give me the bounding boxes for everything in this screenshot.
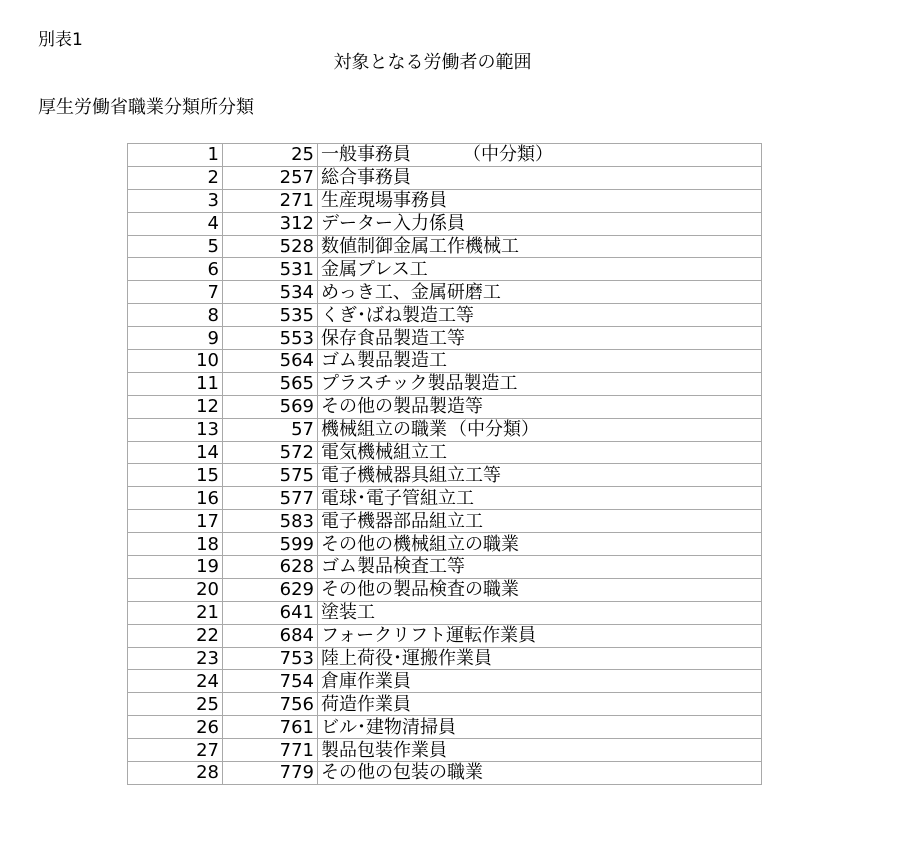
- appendix-label: 別表1: [38, 30, 83, 50]
- classification-code-cell: 641: [223, 601, 318, 624]
- classification-code-cell: 583: [223, 510, 318, 533]
- classification-code-cell: 25: [223, 144, 318, 167]
- occupation-name: 金属プレス工: [321, 258, 428, 280]
- row-number-cell: 28: [128, 762, 223, 785]
- row-number-cell: 13: [128, 418, 223, 441]
- classification-code-cell: 534: [223, 281, 318, 304]
- occupation-name: 機械組立の職業: [321, 419, 447, 441]
- row-number-cell: 16: [128, 487, 223, 510]
- row-number-cell: 22: [128, 624, 223, 647]
- row-number-cell: 3: [128, 189, 223, 212]
- row-number-cell: 12: [128, 395, 223, 418]
- occupation-name-cell: [318, 739, 762, 762]
- occupation-name-cell: [318, 510, 762, 533]
- table-row: [128, 418, 762, 441]
- table-row: [128, 350, 762, 373]
- row-number-cell: 23: [128, 647, 223, 670]
- occupation-name: 電子機器部品組立工: [321, 510, 483, 532]
- occupation-name-cell: [318, 762, 762, 785]
- classification-code-cell: 569: [223, 395, 318, 418]
- row-number-cell: 8: [128, 304, 223, 327]
- occupation-name: ゴム製品検査工等: [321, 556, 465, 578]
- occupation-name-cell: [318, 601, 762, 624]
- classification-code-cell: 312: [223, 212, 318, 235]
- occupation-name: ゴム製品製造工: [321, 350, 447, 372]
- occupation-name-cell: [318, 281, 762, 304]
- occupation-name-cell: [318, 144, 762, 167]
- occupation-name-cell: [318, 670, 762, 693]
- row-number-cell: 25: [128, 693, 223, 716]
- table-row: [128, 304, 762, 327]
- occupation-name-cell: [318, 235, 762, 258]
- classification-code-cell: 761: [223, 716, 318, 739]
- table-row: [128, 372, 762, 395]
- table-row: [128, 693, 762, 716]
- row-number-cell: 24: [128, 670, 223, 693]
- occupation-name: その他の包装の職業: [321, 762, 483, 784]
- occupation-name-cell: [318, 212, 762, 235]
- table-row: [128, 578, 762, 601]
- classification-code-cell: 599: [223, 533, 318, 556]
- table-row: [128, 739, 762, 762]
- table-body: [128, 144, 762, 785]
- classification-code-cell: 572: [223, 441, 318, 464]
- occupation-name: 塗装工: [321, 602, 375, 624]
- row-number-cell: 19: [128, 556, 223, 579]
- row-number-cell: 5: [128, 235, 223, 258]
- table-row: [128, 327, 762, 350]
- table-row: [128, 601, 762, 624]
- classification-code-cell: 528: [223, 235, 318, 258]
- table-row: [128, 670, 762, 693]
- document-title: [0, 52, 899, 74]
- row-number-cell: 18: [128, 533, 223, 556]
- row-number-cell: 9: [128, 327, 223, 350]
- table-row: [128, 533, 762, 556]
- row-number-cell: 26: [128, 716, 223, 739]
- occupation-name: データー入力係員: [321, 213, 465, 235]
- table-row: [128, 624, 762, 647]
- row-number-cell: 20: [128, 578, 223, 601]
- occupation-name-cell: [318, 418, 762, 441]
- classification-code-cell: 57: [223, 418, 318, 441]
- classification-level-note: （中分類）: [449, 419, 539, 441]
- classification-code-cell: 684: [223, 624, 318, 647]
- occupation-name-cell: [318, 304, 762, 327]
- row-number-cell: 15: [128, 464, 223, 487]
- occupation-name-cell: [318, 578, 762, 601]
- classification-code-cell: 629: [223, 578, 318, 601]
- occupation-name-cell: [318, 189, 762, 212]
- table-row: [128, 144, 762, 167]
- occupation-name: その他の製品検査の職業: [321, 579, 519, 601]
- classification-code-cell: 553: [223, 327, 318, 350]
- row-number-cell: 14: [128, 441, 223, 464]
- table-row: [128, 235, 762, 258]
- occupation-name-cell: [318, 556, 762, 579]
- row-number-cell: 17: [128, 510, 223, 533]
- occupation-name-cell: [318, 533, 762, 556]
- classification-code-cell: 531: [223, 258, 318, 281]
- occupation-name-cell: [318, 441, 762, 464]
- table-row: [128, 487, 762, 510]
- occupation-name-cell: [318, 372, 762, 395]
- row-number-cell: 7: [128, 281, 223, 304]
- occupation-name: めっき工、金属研磨工: [321, 281, 501, 303]
- occupation-name-cell: [318, 716, 762, 739]
- classification-code-cell: 753: [223, 647, 318, 670]
- occupation-name: 電子機械器具組立工等: [321, 464, 501, 486]
- row-number-cell: 27: [128, 739, 223, 762]
- occupation-name: 荷造作業員: [321, 693, 411, 715]
- table-row: [128, 189, 762, 212]
- occupation-name: 一般事務員: [321, 144, 411, 166]
- occupation-classification-table: [127, 143, 762, 785]
- section-title: 厚生労働省職業分類所分類: [38, 97, 254, 118]
- occupation-name: 陸上荷役･運搬作業員: [321, 648, 492, 670]
- row-number-cell: 10: [128, 350, 223, 373]
- table-row: [128, 464, 762, 487]
- table-row: [128, 258, 762, 281]
- occupation-name-cell: [318, 487, 762, 510]
- table-row: [128, 647, 762, 670]
- occupation-name-cell: [318, 350, 762, 373]
- table-row: [128, 716, 762, 739]
- row-number-cell: 4: [128, 212, 223, 235]
- row-number-cell: 11: [128, 372, 223, 395]
- occupation-name-cell: [318, 624, 762, 647]
- row-number-cell: 21: [128, 601, 223, 624]
- occupation-name: プラスチック製品製造工: [321, 373, 518, 395]
- document-title-text: 対象となる労働者の範囲: [333, 52, 532, 73]
- occupation-name: 保存食品製造工等: [321, 327, 465, 349]
- occupation-name-cell: [318, 647, 762, 670]
- classification-code-cell: 577: [223, 487, 318, 510]
- classification-code-cell: 771: [223, 739, 318, 762]
- occupation-name: 生産現場事務員: [321, 190, 447, 212]
- occupation-name: その他の機械組立の職業: [321, 533, 519, 555]
- classification-code-cell: 779: [223, 762, 318, 785]
- classification-code-cell: 756: [223, 693, 318, 716]
- occupation-name-cell: [318, 258, 762, 281]
- row-number-cell: 2: [128, 166, 223, 189]
- occupation-name: 倉庫作業員: [321, 670, 411, 692]
- occupation-name: その他の製品製造等: [321, 396, 483, 418]
- occupation-name-cell: [318, 166, 762, 189]
- occupation-name: 電球･電子管組立工: [321, 487, 474, 509]
- table-row: [128, 281, 762, 304]
- occupation-name-cell: [318, 327, 762, 350]
- classification-code-cell: 271: [223, 189, 318, 212]
- classification-code-cell: 535: [223, 304, 318, 327]
- classification-code-cell: 575: [223, 464, 318, 487]
- table-row: [128, 441, 762, 464]
- table-row: [128, 556, 762, 579]
- occupation-name-cell: [318, 464, 762, 487]
- table-row: [128, 510, 762, 533]
- row-number-cell: 6: [128, 258, 223, 281]
- occupation-name: 総合事務員: [321, 167, 411, 189]
- occupation-name: 製品包装作業員: [321, 739, 447, 761]
- occupation-name: フォークリフト運転作業員: [321, 625, 537, 647]
- classification-code-cell: 257: [223, 166, 318, 189]
- table-row: [128, 166, 762, 189]
- occupation-name-cell: [318, 693, 762, 716]
- table-row: [128, 762, 762, 785]
- classification-code-cell: 628: [223, 556, 318, 579]
- occupation-name: くぎ･ばね製造工等: [321, 304, 474, 326]
- occupation-name: 電気機械組立工: [321, 442, 447, 464]
- table-row: [128, 395, 762, 418]
- classification-level-note: （中分類）: [463, 144, 553, 166]
- classification-code-cell: 754: [223, 670, 318, 693]
- occupation-name: 数値制御金属工作機械工: [321, 236, 519, 257]
- row-number-cell: 1: [128, 144, 223, 167]
- classification-code-cell: 565: [223, 372, 318, 395]
- occupation-name-cell: [318, 395, 762, 418]
- table-row: [128, 212, 762, 235]
- occupation-name: ビル･建物清掃員: [321, 716, 456, 738]
- classification-code-cell: 564: [223, 350, 318, 373]
